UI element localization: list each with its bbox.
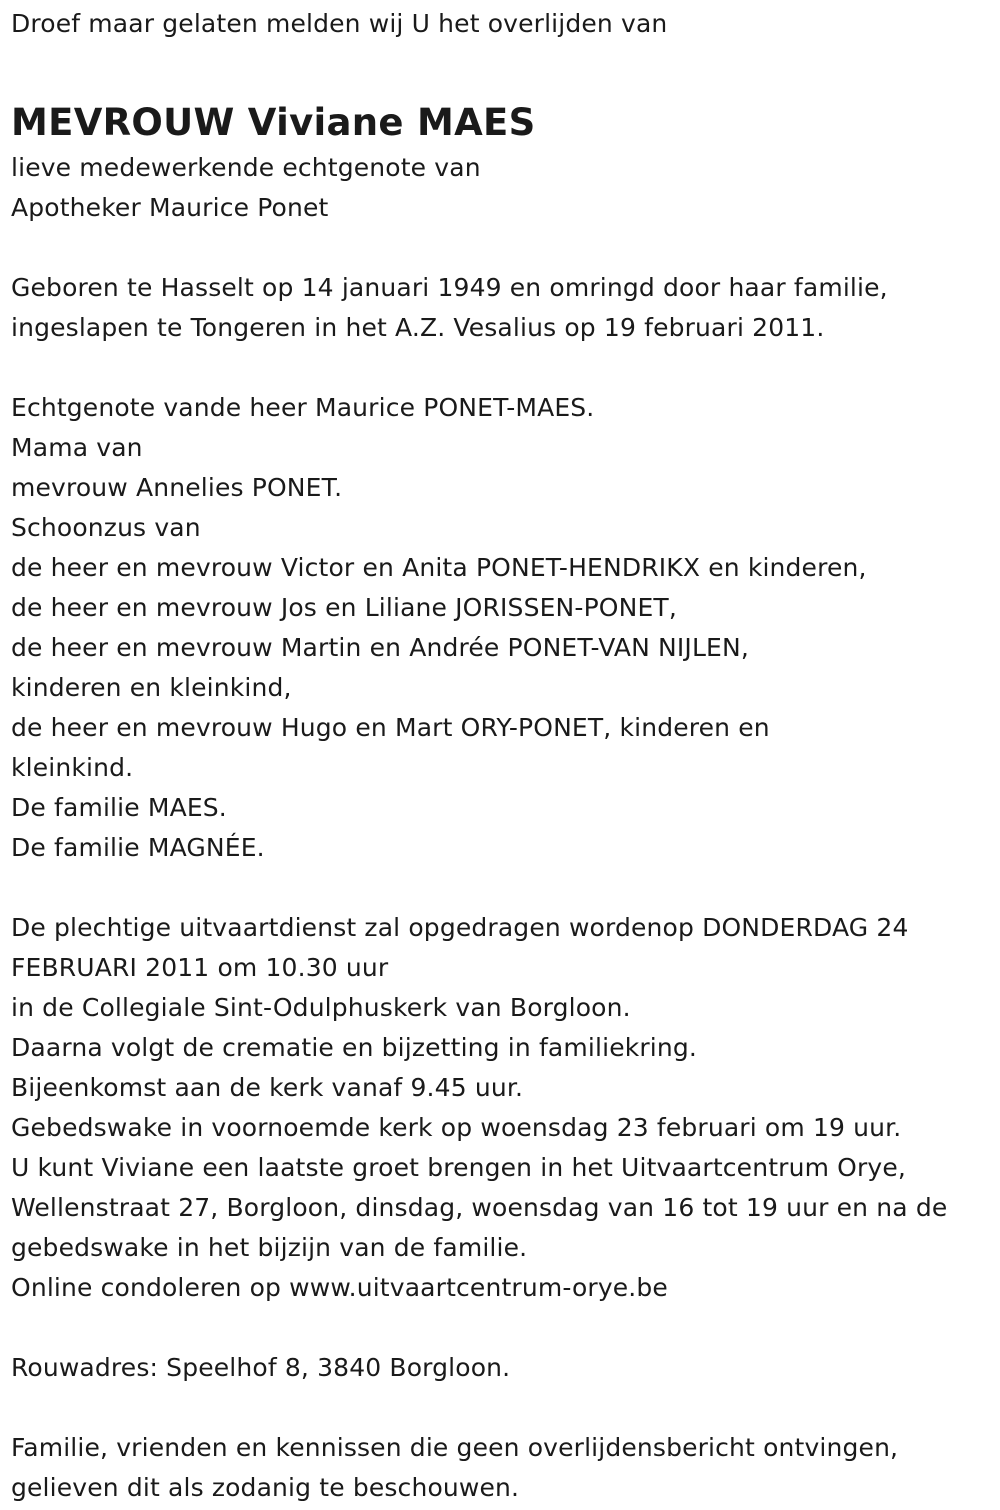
service-line: FEBRUARI 2011 om 10.30 uur bbox=[11, 953, 389, 982]
mourning-address: Rouwadres: Speelhof 8, 3840 Borgloon. bbox=[11, 1353, 511, 1382]
deceased-name: MEVROUW Viviane MAES bbox=[11, 101, 536, 144]
service-block bbox=[11, 908, 991, 1308]
service-line: in de Collegiale Sint-Odulphuskerk van Borgloon. bbox=[11, 993, 631, 1022]
family-line: De familie MAES. bbox=[11, 793, 227, 822]
family-line: de heer en mevrouw Martin en Andrée PONET-VAN NIJLEN, bbox=[11, 633, 749, 662]
spacer bbox=[11, 868, 991, 908]
service-line: U kunt Viviane een laatste groet brengen in het Uitvaartcentrum Orye, bbox=[11, 1153, 907, 1182]
birth-death-line: ingeslapen te Tongeren in het A.Z. Vesalius op 19 februari 2011. bbox=[11, 313, 825, 342]
family-line: de heer en mevrouw Jos en Liliane JORISSEN-PONET, bbox=[11, 593, 677, 622]
spacer bbox=[11, 348, 991, 388]
condolence-website: Online condoleren op www.uitvaartcentrum-orye.be bbox=[11, 1273, 668, 1302]
spacer bbox=[11, 1308, 991, 1348]
service-line: Daarna volgt de crematie en bijzetting in familiekring. bbox=[11, 1033, 697, 1062]
family-line: kleinkind. bbox=[11, 753, 134, 782]
service-line: gebedswake in het bijzijn van de familie. bbox=[11, 1233, 528, 1262]
family-line: de heer en mevrouw Hugo en Mart ORY-PONET, kinderen en bbox=[11, 713, 770, 742]
closing-line: Familie, vrienden en kennissen die geen overlijdensbericht ontvingen, bbox=[11, 1433, 899, 1462]
family-line: de heer en mevrouw Victor en Anita PONET-HENDRIKX en kinderen, bbox=[11, 553, 867, 582]
family-line: Mama van bbox=[11, 433, 143, 462]
relation-line: lieve medewerkende echtgenote van bbox=[11, 153, 481, 182]
family-line: kinderen en kleinkind, bbox=[11, 673, 292, 702]
family-line: De familie MAGNÉE. bbox=[11, 833, 265, 862]
intro-text: Droef maar gelaten melden wij U het overlijden van bbox=[11, 9, 668, 38]
service-line: Bijeenkomst aan de kerk vanaf 9.45 uur. bbox=[11, 1073, 524, 1102]
family-block bbox=[11, 388, 991, 868]
obituary-notice bbox=[11, 4, 991, 1508]
family-line: Schoonzus van bbox=[11, 513, 201, 542]
birth-death-block bbox=[11, 268, 991, 348]
family-line: mevrouw Annelies PONET. bbox=[11, 473, 343, 502]
service-line: De plechtige uitvaartdienst zal opgedragen wordenop DONDERDAG 24 bbox=[11, 913, 909, 942]
relation-block bbox=[11, 148, 991, 228]
birth-death-line: Geboren te Hasselt op 14 januari 1949 en omringd door haar familie, bbox=[11, 273, 888, 302]
family-line: Echtgenote vande heer Maurice PONET-MAES. bbox=[11, 393, 595, 422]
spacer bbox=[11, 228, 991, 268]
service-line: Gebedswake in voornoemde kerk op woensdag 23 februari om 19 uur. bbox=[11, 1113, 902, 1142]
relation-line: Apotheker Maurice Ponet bbox=[11, 193, 329, 222]
closing-block bbox=[11, 1428, 991, 1508]
closing-line: gelieven dit als zodanig te beschouwen. bbox=[11, 1473, 520, 1502]
service-line: Wellenstraat 27, Borgloon, dinsdag, woensdag van 16 tot 19 uur en na de bbox=[11, 1193, 948, 1222]
spacer bbox=[11, 1388, 991, 1428]
